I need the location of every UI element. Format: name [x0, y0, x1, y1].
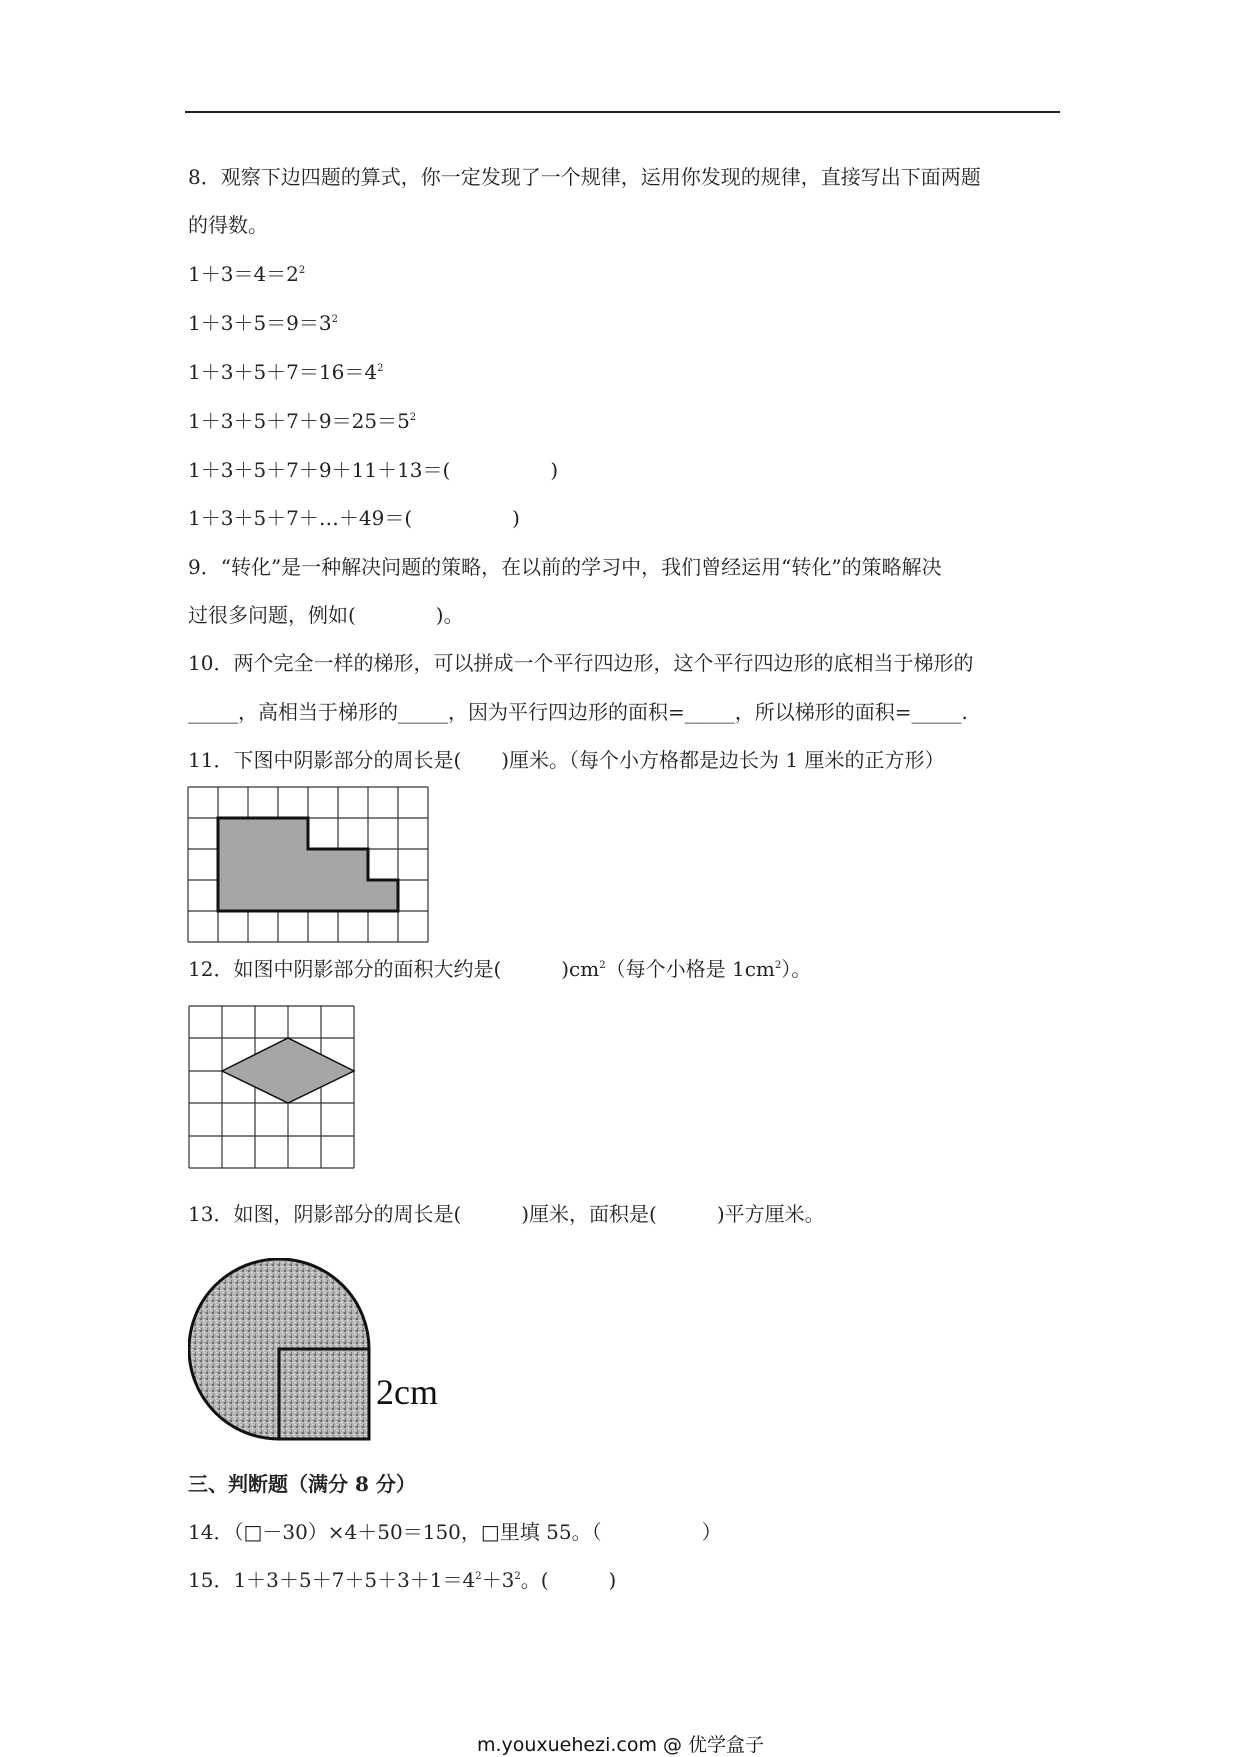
q14-prompt: 14．（□－30）×4＋50＝150，□里填 55。（ ） [188, 1520, 722, 1544]
q12-prompt: 12．如图中阴影部分的面积大约是( )$cm^2$（每个小格是 $1cm^2$）。 [188, 957, 812, 981]
q8-prompt-line2: 的得数。 [188, 213, 268, 237]
q12-shaded-rhombus [222, 1038, 354, 1103]
q8-equation-1: $1+3=4=2^2$ [188, 262, 306, 286]
q9-prompt-line2: 过很多问题，例如( )。 [188, 603, 464, 627]
q11-prompt: 11．下图中阴影部分的周长是( )厘米。（每个小方格都是边长为 1 厘米的正方形） [188, 748, 945, 772]
q15-prompt: 15．$1+3+5+7+5+3+1=4^2+3^2$。( ) [188, 1568, 617, 1592]
section3-heading: 三、判断题（满分 8 分） [188, 1472, 416, 1496]
q8-equation-3: $1+3+5+7=16=4^2$ [188, 360, 384, 384]
q8-equation-5: 1＋3＋5＋7＋9＋11＋13＝( ) [188, 458, 559, 482]
q10-prompt-line1: 10．两个完全一样的梯形，可以拼成一个平行四边形，这个平行四边形的底相当于梯形的 [188, 651, 974, 675]
q11-grid-figure [187, 786, 433, 943]
top-rule [185, 111, 1060, 113]
q13-side-label: 2cm [376, 1372, 438, 1412]
q8-equation-4: $1+3+5+7+9=25=5^2$ [188, 409, 417, 433]
q12-grid-figure [188, 1005, 358, 1171]
q13-figure [188, 1258, 458, 1448]
q8-prompt-line1: 8．观察下边四题的算式，你一定发现了一个规律，运用你发现的规律，直接写出下面两题 [188, 165, 981, 189]
q13-prompt: 13．如图，阴影部分的周长是( )厘米，面积是( )平方厘米。 [188, 1202, 825, 1226]
q11-shaded-region [218, 818, 398, 911]
q8-equation-2: $1+3+5=9=3^2$ [188, 311, 338, 335]
q8-equation-6: 1＋3＋5＋7＋…＋49＝( ) [188, 506, 520, 530]
q9-prompt-line1: 9．“转化”是一种解决问题的策略，在以前的学习中，我们曾经运用“转化”的策略解决 [188, 555, 942, 579]
q13-shaded-square [279, 1349, 369, 1439]
footer-source: m.youxuehezi.com @ 优学盒子 [476, 1734, 765, 1756]
q10-prompt-line2: _____，高相当于梯形的_____，因为平行四边形的面积=_____，所以梯形的面积=_____. [188, 700, 968, 724]
